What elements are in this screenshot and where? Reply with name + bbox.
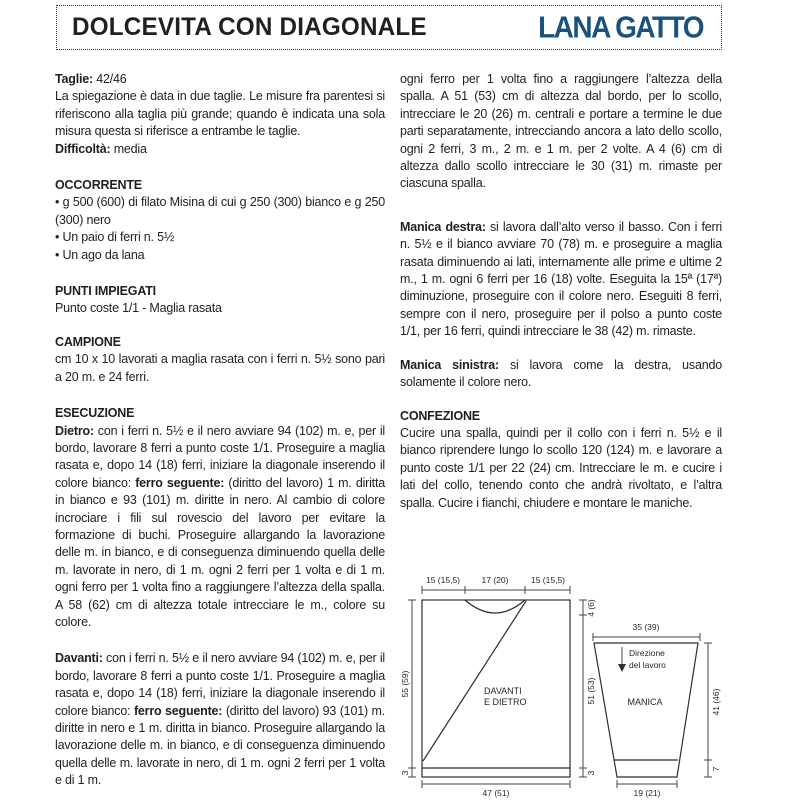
measure-rib-right: 3 — [586, 770, 596, 776]
sleeve-label: MANICA — [627, 697, 663, 707]
taglie-paragraph: La spiegazione è data in due taglie. Le misure fra parentesi si riferiscono alla taglia più grande; quando è indicata una sola misura questa si riferisce a entrambe le taglie. — [55, 89, 385, 139]
direction-label-line2: del lavoro — [629, 660, 666, 670]
continuation-paragraph: ogni ferro per 1 volta fino a raggiungere l’altezza della spalla. A 51 (53) cm di altezza dal bordo, per lo scollo, intrecciare le 20 (26) m. centrali e portare a termine le due parti separatamente, intrecciando ancora a lato dello scollo, ogni 2 ferri, 3 m., 2 m. e 1 m. per 2 volte. A 4 (6) cm di altezza dallo scollo intrecciare le 30 (31) m. rimaste per ciascuna spalla. — [400, 72, 722, 191]
sleeve-right-measure — [704, 643, 721, 777]
sleeve-schematic — [593, 622, 721, 798]
occorrente-item: • Un ago da lana — [55, 247, 145, 262]
body-right-measure — [579, 599, 596, 777]
section-manica-sinistra — [400, 357, 722, 392]
lana-gatto-logo: LANA GATTO — [538, 10, 703, 44]
davanti-continuation — [400, 71, 722, 193]
measure-body-height-right: 51 (53) — [586, 677, 596, 705]
dietro-label: Dietro: — [55, 423, 94, 438]
left-column — [55, 71, 385, 790]
difficolta-value: media — [110, 141, 147, 156]
manica-destra-paragraph: Manica destra: si lavora dall’alto verso il basso. Con i ferri n. 5½ e il bianco avviare 70 (78) m. e proseguire a maglia rasata diminuendo ai lati, internamente alle prime e ultime 2 m., 1 m. ogni 6 ferri per 16 (18) volte. Eseguita la 15ª (17ª) diminuzione, proseguire con il colore nero. Eseguiti 8 ferri, sempre con il nero, proseguire per il polso a punto coste 1/1, per 16 ferri, quindi intrecciare le 38 (42) m. rimaste. — [400, 219, 722, 339]
manica-sinistra-paragraph: Manica sinistra: si lavora come la destra, usando solamente il colore nero. — [400, 357, 722, 390]
measure-body-height-left: 55 (59) — [400, 670, 410, 698]
measure-sleeve-height: 41 (46) — [711, 688, 721, 716]
measure-shoulder-right: 15 (15,5) — [530, 575, 566, 585]
section-manica-destra — [400, 219, 722, 341]
confezione-heading: CONFEZIONE — [400, 408, 480, 423]
occorrente-item: • g 500 (600) di filato Misina di cui g 250 (300) bianco e g 250 (300) nero — [55, 195, 385, 227]
esecuzione-heading: ESECUZIONE — [55, 406, 135, 421]
measure-sleeve-cuff: 7 — [711, 766, 721, 772]
difficolta-line — [55, 141, 385, 158]
measure-rib-left: 3 — [400, 770, 410, 776]
body-schematic — [400, 575, 596, 798]
punti-heading: PUNTI IMPIEGATI — [55, 284, 156, 299]
taglie-label: Taglie: — [55, 72, 93, 86]
measure-sleeve-bottom-width: 19 (21) — [633, 788, 661, 798]
work-direction-arrow-icon — [618, 647, 626, 672]
section-esecuzione — [55, 405, 385, 631]
measure-shoulder-left: 15 (15,5) — [425, 575, 461, 585]
section-punti-impiegati — [55, 283, 385, 318]
section-campione — [55, 334, 385, 386]
measure-body-width: 47 (51) — [482, 788, 510, 798]
body-label-line2: E DIETRO — [484, 697, 527, 707]
header — [56, 5, 722, 50]
ferro-seguente-label: ferro seguente: — [135, 475, 225, 490]
taglie-line — [55, 71, 385, 88]
section-davanti — [55, 650, 385, 789]
campione-paragraph: cm 10 x 10 lavorati a maglia rasata con i ferri n. 5½ sono pari a 20 m. e 24 ferri. — [55, 352, 385, 384]
body-label-line1: DAVANTI — [484, 686, 522, 696]
measure-neck-width: 17 (20) — [481, 575, 509, 585]
schematics — [395, 555, 735, 800]
schematics-svg — [395, 555, 735, 800]
manica-sinistra-label: Manica sinistra: — [400, 357, 499, 372]
sleeve-bottom-measure — [617, 780, 677, 798]
section-confezione — [400, 408, 722, 512]
ferro-seguente-label: ferro seguente: — [133, 703, 223, 718]
direction-label-line1: Direzione — [629, 648, 665, 658]
section-occorrente — [55, 177, 385, 264]
occorrente-item: • Un paio di ferri n. 5½ — [55, 230, 175, 245]
difficolta-label: Difficoltà: — [55, 141, 111, 156]
dietro-paragraph: Dietro: con i ferri n. 5½ e il nero avviare 94 (102) m. e, per il bordo, lavorare 8 ferri a punto coste 1/1. Proseguire a maglia rasata e, dopo 14 (18) ferri, iniziare la diagonale inserendo il colore bianco: ferro seguente: (diritto del lavoro) 1 m. diritta in bianco e 93 (101) m. diritte in nero. Al cambio di colore incrociare i fili sul rovescio del lavoro per evitare la formazione di buchi. Proseguire allargando la lavorazione delle m. in bianco, e di conseguenza diminuendo quella delle m. lavorate in nero, di 1 m. ogni 2 ferri per 1 volta e di 1 m. ogni ferro per 1 volta fino a raggiungere l’altezza della spalla. A 58 (62) cm di altezza totale intrecciare le m., colore su colore. — [55, 423, 385, 629]
diagonal-line — [423, 601, 526, 761]
body-bottom-measure — [422, 780, 570, 798]
body-top-measure — [422, 575, 570, 594]
measure-sleeve-top-width: 35 (39) — [632, 622, 660, 632]
davanti-paragraph: Davanti: con i ferri n. 5½ e il nero avviare 94 (102) m. e, per il bordo, lavorare 8 ferri a punto coste 1/1. Proseguire a maglia rasata e, dopo 14 (18) ferri, iniziare la diagonale inserendo il colore bianco: ferro seguente: (diritto del lavoro) 93 (101) m. diritte in nero e 1 m. diritta in bianco. Proseguire allargando la lavorazione delle m. in bianco, e di conseguenza diminuendo quella delle m. lavorate in nero, di 1 m. ogni 2 ferri per 1 volta e di 1 m. — [55, 651, 385, 788]
right-column — [400, 71, 722, 512]
confezione-paragraph: Cucire una spalla, quindi per il collo con i ferri n. 5½ e il bianco riprendere lungo lo scollo 120 (124) m. e lavorare a punto coste 1/1 per 22 (24) cm. Intrecciare le m. e cucire i lati del collo, tenendo conto che andrà rivoltato, e l’altra spalla. Cucire i fianchi, chiudere e montare le maniche. — [400, 425, 722, 510]
body-left-measure — [400, 600, 416, 777]
davanti-label: Davanti: — [55, 651, 103, 666]
occorrente-heading: OCCORRENTE — [55, 178, 142, 193]
punti-paragraph: Punto coste 1/1 - Maglia rasata — [55, 301, 222, 316]
neckline-curve — [465, 600, 525, 613]
taglie-value: 42/46 — [92, 72, 127, 86]
section-taglie — [55, 71, 385, 158]
page-title: DOLCEVITA CON DIAGONALE — [72, 13, 427, 41]
campione-heading: CAMPIONE — [55, 334, 121, 349]
manica-destra-label: Manica destra: — [400, 219, 486, 234]
measure-neck-drop: 4 (6) — [586, 599, 596, 617]
sleeve-top-measure — [593, 622, 700, 641]
